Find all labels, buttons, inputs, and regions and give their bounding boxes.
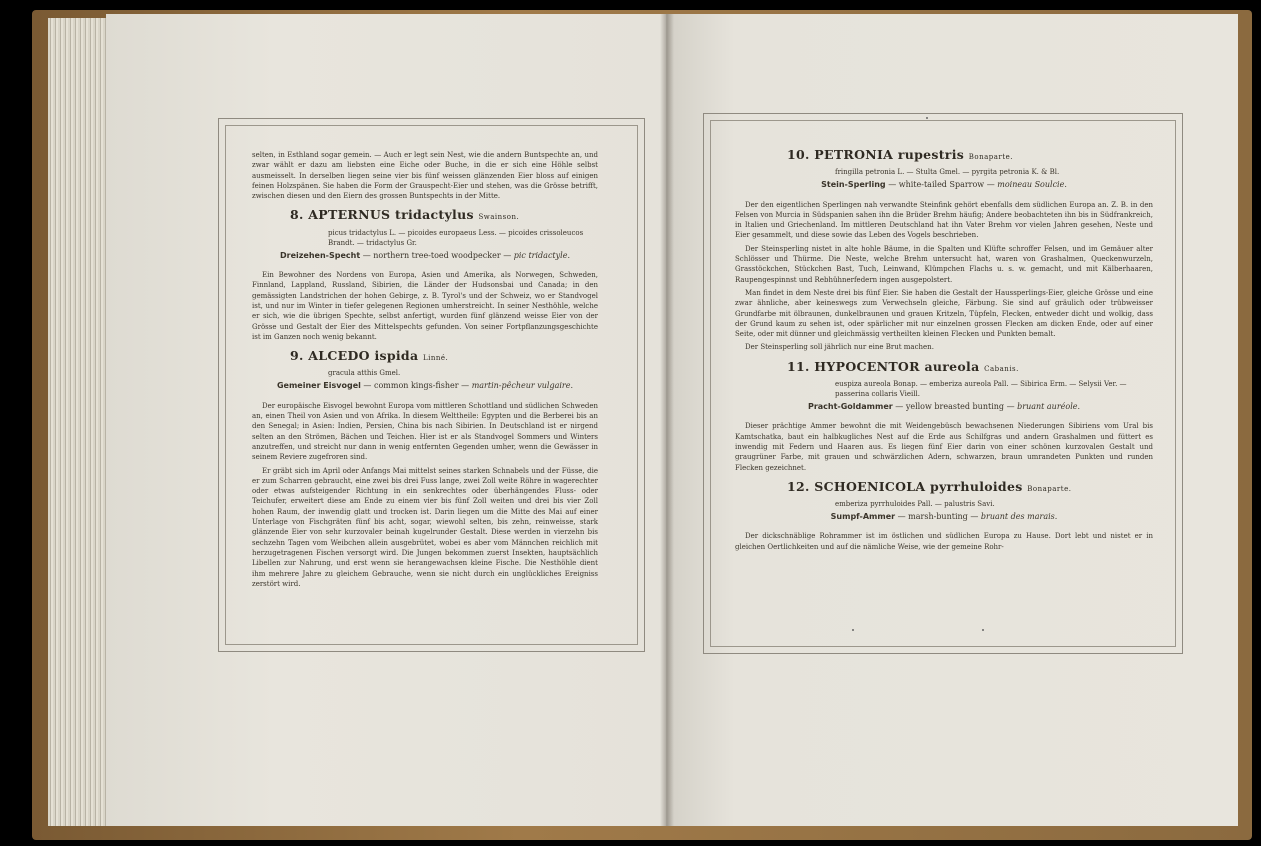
common-names: Dreizehen-Specht — northern tree-toed woodpecker — pic tridactyle. <box>280 250 570 260</box>
left-page-text <box>252 150 598 592</box>
species-paragraph: Ein Bewohner des Nordens von Europa, Asien und Amerika, als Norwegen, Schweden, Finnland, Lappland, Russland, Sibirien, die Länder der Hudsonsbai und Canada; in den gemässigten Landstrichen der hohen Gebirge, z. B. Tyrol's und der Schweiz, wo er Standvogel ist, und nur im Winter in tiefer gelegenen Regionen umherstreicht. In seiner Nesthöhle, welche er sich, wie die übrigen Spechte, selbst anfertigt, wurden fünf glänzend weisse Eier von der Grösse und Gestalt der Eier des Mittelspechts gefunden. Von seiner Fortpflanzungsgeschichte ist im Ganzen noch wenig bekannt. <box>252 271 598 341</box>
common-names: Gemeiner Eisvogel — common kings-fisher — martin-pêcheur vulgaire. <box>276 381 574 391</box>
book-gutter <box>660 14 674 826</box>
species-paragraph: Er gräbt sich im April oder Anfangs Mai mittelst seines starken Schnabels und der Füsse, die er zum Scharren gebraucht, eine zwei bis drei Fuss lange, zwei Zoll weite Röhre in wagerechter oder etwas aufsteigender Richtung in ein senkrechtes oder überhängendes Fluss- oder Teichufer, erweitert diese am Ende zu einem vier bis fünf Zoll weiten und drei bis vier Zoll hohen Raum, der inwendig glatt und trocken ist. Darin liegen um die Mitte des Mai auf einer Unterlage von Fischgräten fünf bis acht, sogar, wiewohl selten, bis zehn, reinweisse, stark glänzende Eier von sehr kurzovaler beinah kugelrunder Gestalt. Diese werden in vierzehn bis sechzehn Tagen vom Weibchen allein ausgebrütet, wobei es aber vom Männchen reichlich mit herzugetragenen Fischen versorgt wird. Die Jungen bekommen zuerst Insekten, hauptsächlich Libellen zur Nahrung, und erst wenn sie herangewachsen kleine Fische. Die Nesthöhle dient ihm mehrere Jahre zu gleichem Gebrauche, wenn sie nicht durch ein unglückliches Ereigniss zerstört wird. <box>252 466 598 588</box>
species-paragraph: Der Steinsperling soll jährlich nur eine Brut machen. <box>745 343 934 352</box>
species-synonyms: fringilla petronia L. — Stulta Gmel. — pyrgita petronia K. & Bl. <box>835 168 1060 177</box>
species-paragraph: Dieser prächtige Ammer bewohnt die mit Weidengebüsch bewachsenen Niederungen Sibiriens vom Ural bis Kamtschatka, baut ein halbkugliches Nest auf die Erde aus Schilfgras und andern Grashalmen und füttert es inwendig mit Federn und Haaren aus. Es liegen fünf Eier darin von einer schönen kurzovalen Gestalt und graugrüner Farbe, mit grauen und schwärzlichen Adern, schwarzen, braun umrandeten Punkten und runden Flecken gezeichnet. <box>735 422 1153 472</box>
species-paragraph: Man findet in dem Neste drei bis fünf Eier. Sie haben die Gestalt der Haussperlings-Eier, gleiche Grösse und eine zwar ähnliche, aber keineswegs zum Verwechseln gleiche, Färbung. Sie sind auf gräulich oder trübweisser Grundfarbe mit ölbraunen, dunkelbraunen und grauen Kritzeln, Tüpfeln, Flecken, entweder dicht und wolkig, dass der Grund kaum zu sehen ist, oder spärlicher mit nur einzelnen grossen Flecken am dicken Ende, oder auf einer Seite, oder mit dünner und gleichmässig vertheilten kleinen Flecken und Punkten bemalt. <box>735 288 1153 339</box>
page-mark <box>926 117 928 119</box>
species-heading: 9. ALCEDO ispida Linné. <box>290 348 449 364</box>
page-mark <box>982 629 984 631</box>
species-paragraph: Der dickschnäblige Rohrammer ist im östlichen und südlichen Europa zu Hause. Dort lebt und nistet er in gleichen Oertlichkeiten und auf die nämliche Weise, wie der gemeine Rohr- <box>735 532 1153 551</box>
species-heading: 11. HYPOCENTOR aureola Cabanis. <box>787 358 1019 374</box>
species-synonyms: euspiza aureola Bonap. — emberiza aureola Pall. — Sibirica Erm. — Selysii Ver. — passerina collaris Vieill. <box>835 380 1127 399</box>
intro-paragraph: selten, in Esthland sogar gemein. — Auch er legt sein Nest, wie die andern Buntspechte an, und zwar wählt er dazu am liebsten eine Eiche oder Buche, in die er sich eine Höhle selbst ausmeisselt. In derselben liegen seine vier bis fünf weissen glänzenden Eier bloss auf einigen feinen Holzspänen. Sie haben die Form der Grauspecht-Eier und stehen, was die Grösse betrifft, zwischen diesen und den Eiern des grossen Buntspechts in der Mitte. <box>252 151 598 201</box>
species-synonyms: picus tridactylus L. — picoides europaeus Less. — picoides crissoleucos Brandt. — tridactylus Gr. <box>328 228 584 247</box>
species-synonyms: emberiza pyrrhuloides Pall. — palustris Savi. <box>835 500 995 509</box>
species-paragraph: Der Steinsperling nistet in alte hohle Bäume, in die Spalten und Klüfte schroffer Felsen, und im Gemäuer alter Schlösser und Thürme. Die Neste, welche Brehm untersucht hat, waren von Grashalmen, Queckenwurzeln, Grasstöckchen, Stückchen Bast, Tuch, Leinwand, Klümpchen Flachs u. s. w. gemacht, und mit Kälberhaaren, Raupengespinnst und Rebhühnerfedern ingen ausgepolstert. <box>735 244 1153 284</box>
common-names: Stein-Sperling — white-tailed Sparrow — moineau Soulcie. <box>821 180 1067 190</box>
species-heading: 10. PETRONIA rupestris Bonaparte. <box>787 147 1013 162</box>
species-paragraph: Der europäische Eisvogel bewohnt Europa vom mittleren Schottland und südlichen Schweden an, einen Theil von Asien und von Afrika. In diesem Welttheile: Egypten und die Berberei bis an den Senegal; in Asien: Indien, Persien, China bis nach Sibirien. In Deutschland ist er nirgend selten an den Strömen, Bächen und Teichen. Hier ist er als Standvogel Sommers und Winters anzutreffen, und streicht nur dann in wenig entfernten Gegenden umher, wenn die Gewässer in seinem Reviere zugefroren sind. <box>252 401 598 462</box>
right-page-text <box>735 146 1153 555</box>
species-heading: 8. APTERNUS tridactylus Swainson. <box>290 207 520 223</box>
page-edges <box>48 18 110 826</box>
page-mark <box>852 629 854 631</box>
common-names: Sumpf-Ammer — marsh-bunting — bruant des marais. <box>830 512 1058 522</box>
species-synonyms: gracula atthis Gmel. <box>328 369 401 378</box>
species-paragraph: Der den eigentlichen Sperlingen nah verwandte Steinfink gehört ebenfalls dem südlichen Europa an. Z. B. in den Felsen von Murcia in Südspanien sahen ihn die Brüder Brehm häufig; Andere beobachteten ihn bis in Südfrankreich, in Italien und Griechenland. Im mittleren Deutschland hat ihn Vater Brehm vor vielen Jahren gesehen, Neste und Eier gesammelt, und diese sowie das Leben des Vogels beschrieben. <box>735 200 1153 240</box>
common-names: Pracht-Goldammer — yellow breasted bunting — bruant auréole. <box>807 402 1081 412</box>
species-heading: 12. SCHOENICOLA pyrrhuloides Bonaparte. <box>787 478 1072 494</box>
